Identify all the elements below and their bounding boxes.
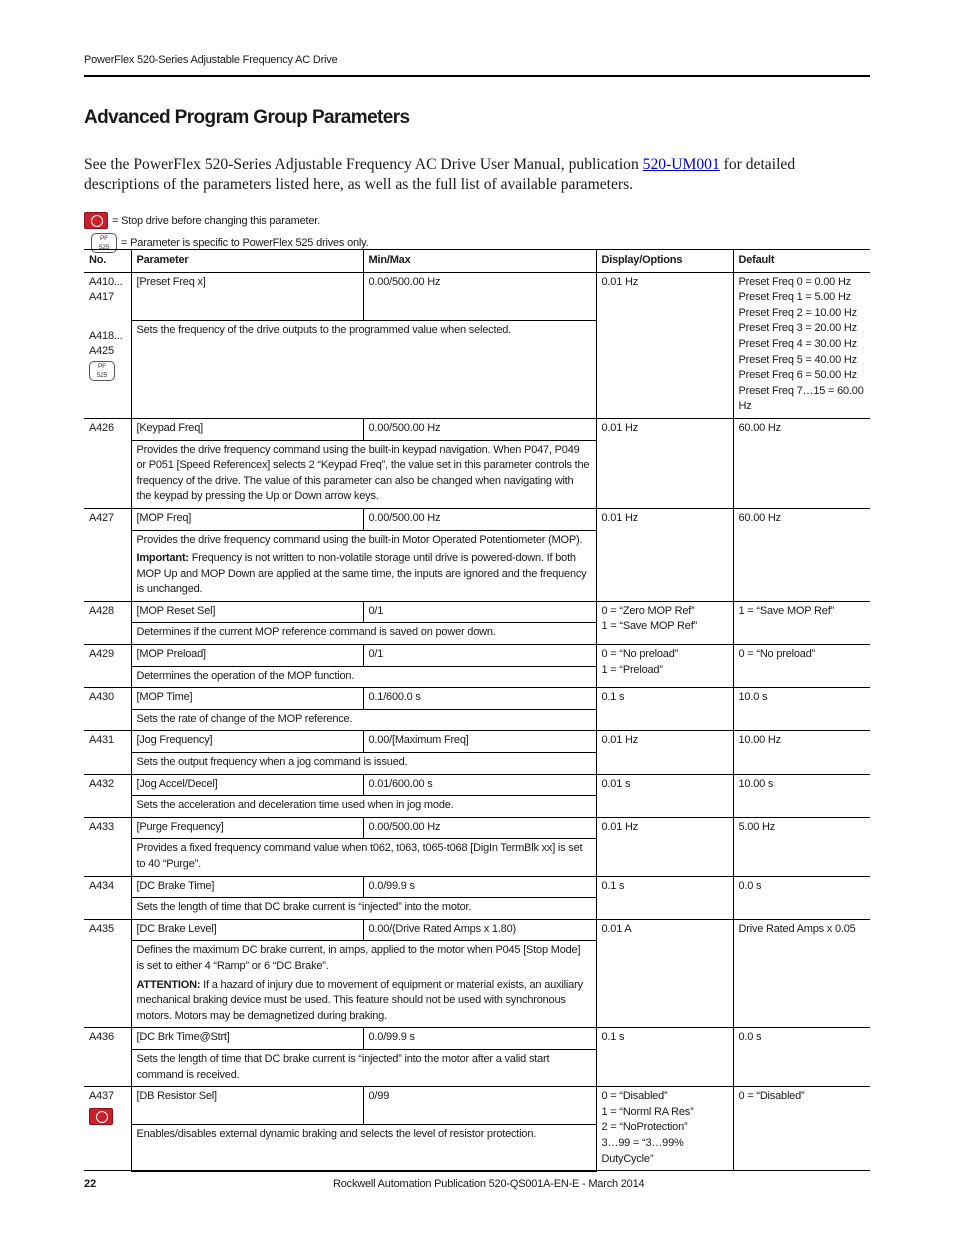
param-name: [DC Brake Level]	[131, 919, 363, 941]
param-name: [Jog Accel/Decel]	[131, 774, 363, 796]
param-name: [DB Resistor Sel]	[131, 1087, 363, 1124]
option-line: 0 = “No preload”	[601, 648, 679, 661]
spacer	[89, 306, 126, 329]
param-display: 0.01 Hz	[596, 817, 733, 876]
param-description	[131, 941, 596, 1028]
intro-text-after: for detailed descriptions of the parameters listed here, as well as the full list of available parameters.	[84, 156, 796, 193]
param-default: Drive Rated Amps x 0.05	[733, 919, 870, 1028]
param-default: 0.0 s	[733, 876, 870, 919]
param-number-line: A418...	[89, 329, 123, 342]
param-number	[84, 272, 131, 418]
default-line: Preset Freq 0 = 0.00 Hz	[738, 275, 851, 288]
param-number-line: A410...	[89, 275, 123, 288]
pf525-badge-icon: PF 525	[91, 233, 117, 253]
table-row	[84, 919, 870, 941]
param-display: 0.01 Hz	[596, 418, 733, 508]
header-parameter: Parameter	[131, 250, 363, 273]
param-number-line: A437	[89, 1090, 114, 1103]
stop-drive-icon	[89, 1108, 113, 1125]
param-number: A428	[84, 601, 131, 644]
param-name: [Keypad Freq]	[131, 418, 363, 440]
important-text: Frequency is not written to non-volatile storage until drive is powered-down. If both MOP Up and MOP Down are applied at the same time, the inputs are ignored and the frequency is unchanged.	[136, 552, 587, 596]
param-number: A431	[84, 731, 131, 774]
param-name: [Purge Frequency]	[131, 817, 363, 839]
param-description: Enables/disables external dynamic braking and selects the level of resistor protection.	[131, 1124, 596, 1171]
param-default: 10.0 s	[733, 688, 870, 731]
param-display: 0.1 s	[596, 688, 733, 731]
param-minmax: 0.00/500.00 Hz	[363, 418, 596, 440]
param-number: A433	[84, 817, 131, 876]
intro-paragraph	[84, 155, 854, 195]
default-line: Preset Freq 5 = 40.00 Hz	[738, 353, 857, 366]
option-line: 3…99 = “3…99% DutyCycle”	[601, 1136, 684, 1165]
default-line: Preset Freq 2 = 10.00 Hz	[738, 306, 857, 319]
param-display	[596, 601, 733, 644]
param-description: Provides a fixed frequency command value when t062, t063, t065-t068 [DigIn TermBlk xx] is set to 40 “Purge”.	[131, 839, 596, 876]
param-description: Sets the length of time that DC brake current is “injected” into the motor after a valid start command is received.	[131, 1049, 596, 1086]
param-minmax: 0.00/[Maximum Freq]	[363, 731, 596, 753]
attention-text: If a hazard of injury due to movement of equipment or material exists, an auxiliary mechanical braking device must be used. This feature should not be used with synchronous motors. Motors may be demagnetized during braking.	[136, 978, 583, 1022]
param-default: 5.00 Hz	[733, 817, 870, 876]
attention-label: ATTENTION:	[136, 978, 201, 991]
param-minmax: 0.0/99.9 s	[363, 876, 596, 898]
param-default: 0 = “No preload”	[733, 645, 870, 688]
attention-note	[137, 978, 591, 1025]
param-minmax: 0.00/(Drive Rated Amps x 1.80)	[363, 919, 596, 941]
param-display: 0.1 s	[596, 876, 733, 919]
param-number-line: A417	[89, 291, 114, 304]
header-minmax: Min/Max	[363, 250, 596, 273]
param-minmax: 0.01/600.00 s	[363, 774, 596, 796]
table-row	[84, 418, 870, 440]
param-name: [MOP Preload]	[131, 645, 363, 667]
param-display: 0.01 Hz	[596, 731, 733, 774]
param-display: 0.01 Hz	[596, 272, 733, 418]
param-number: A434	[84, 876, 131, 919]
default-line: Preset Freq 4 = 30.00 Hz	[738, 337, 857, 350]
param-description: Determines if the current MOP reference command is saved on power down.	[131, 623, 596, 645]
param-display	[596, 645, 733, 688]
param-number: A435	[84, 919, 131, 1028]
param-display: 0.01 Hz	[596, 508, 733, 601]
param-number: A429	[84, 645, 131, 688]
table-row	[84, 1028, 870, 1050]
header-rule	[84, 75, 870, 77]
param-minmax: 0.0/99.9 s	[363, 1028, 596, 1050]
table-row	[84, 731, 870, 753]
default-line: Preset Freq 7…15 = 60.00 Hz	[738, 384, 864, 413]
param-description: Sets the rate of change of the MOP reference.	[131, 709, 596, 731]
param-name: [MOP Time]	[131, 688, 363, 710]
option-line: 0 = “Disabled”	[601, 1090, 668, 1103]
table-row	[84, 817, 870, 839]
param-description: Sets the length of time that DC brake current is “injected” into the motor.	[131, 898, 596, 920]
param-minmax: 0/1	[363, 645, 596, 667]
param-display: 0.01 s	[596, 774, 733, 817]
param-default	[733, 272, 870, 418]
legend-stop	[84, 212, 320, 229]
param-number: A430	[84, 688, 131, 731]
option-line: 2 = “NoProtection”	[601, 1121, 688, 1134]
param-description: Sets the output frequency when a jog command is issued.	[131, 753, 596, 775]
page-title: Advanced Program Group Parameters	[84, 107, 410, 128]
table-row	[84, 876, 870, 898]
param-default: 60.00 Hz	[733, 508, 870, 601]
user-manual-link[interactable]: 520-UM001	[642, 156, 720, 173]
pf525-badge-icon: PF 525	[89, 361, 115, 381]
param-number: A436	[84, 1028, 131, 1087]
param-name: [MOP Reset Sel]	[131, 601, 363, 623]
param-default: 1 = “Save MOP Ref”	[733, 601, 870, 644]
param-minmax: 0.00/500.00 Hz	[363, 508, 596, 530]
description-text: Defines the maximum DC brake current, in amps, applied to the motor when P045 [Stop Mode] is set to either 4 “Ramp” or 6 “DC Brake”.	[136, 944, 581, 972]
important-note	[137, 551, 591, 598]
param-name: [Jog Frequency]	[131, 731, 363, 753]
header-display-options: Display/Options	[596, 250, 733, 273]
page-number: 22	[84, 1178, 97, 1190]
parameters-table	[84, 249, 870, 1172]
param-default: 10.00 Hz	[733, 731, 870, 774]
table-row	[84, 508, 870, 530]
header-no: No.	[84, 250, 131, 273]
param-display: 0.01 A	[596, 919, 733, 1028]
param-minmax: 0/99	[363, 1087, 596, 1124]
default-line: Preset Freq 6 = 50.00 Hz	[738, 369, 857, 382]
intro-text-before: See the PowerFlex 520-Series Adjustable Frequency AC Drive User Manual, publication	[84, 156, 643, 173]
param-display	[596, 1087, 733, 1171]
param-description: Sets the frequency of the drive outputs to the programmed value when selected.	[131, 320, 596, 418]
option-line: 1 = “Preload”	[601, 663, 663, 676]
publication-footer: Rockwell Automation Publication 520-QS001A-EN-E - March 2014	[333, 1178, 645, 1190]
table-header-row	[84, 250, 870, 273]
table-row	[84, 774, 870, 796]
header-default: Default	[733, 250, 870, 273]
param-default: 0.0 s	[733, 1028, 870, 1087]
legend-stop-text: = Stop drive before changing this parameter.	[112, 214, 320, 227]
param-number	[84, 1087, 131, 1171]
param-name: [DC Brake Time]	[131, 876, 363, 898]
param-number: A427	[84, 508, 131, 601]
param-description	[131, 530, 596, 601]
param-default: 10.00 s	[733, 774, 870, 817]
table-row	[84, 1087, 870, 1124]
param-description: Determines the operation of the MOP function.	[131, 666, 596, 688]
table-row	[84, 272, 870, 320]
param-default: 0 = “Disabled”	[733, 1087, 870, 1171]
param-number-line: A425	[89, 345, 114, 358]
table-row	[84, 601, 870, 623]
description-text: Provides the drive frequency command using the built-in Motor Operated Potentiometer (MOP).	[136, 533, 583, 546]
param-minmax: 0.1/600.0 s	[363, 688, 596, 710]
table-row	[84, 645, 870, 667]
param-description: Provides the drive frequency command using the built-in keypad navigation. When P047, P049 or P051 [Speed Referencex] selects 2 “Keypad Freq”, the value set in this parameter controls the frequency of the drive. The value of this parameter can also be changed when navigating with the keypad by pressing the Up or Down arrow keys.	[131, 440, 596, 508]
default-line: Preset Freq 1 = 5.00 Hz	[738, 291, 851, 304]
param-number: A426	[84, 418, 131, 508]
param-name: [DC Brk Time@Strt]	[131, 1028, 363, 1050]
param-description: Sets the acceleration and deceleration time used when in jog mode.	[131, 796, 596, 818]
param-minmax: 0.00/500.00 Hz	[363, 272, 596, 320]
important-label: Important:	[136, 552, 189, 565]
option-line: 1 = “Save MOP Ref”	[601, 620, 698, 633]
param-minmax: 0/1	[363, 601, 596, 623]
running-header: PowerFlex 520-Series Adjustable Frequency AC Drive	[84, 54, 338, 66]
stop-drive-icon	[84, 212, 108, 229]
default-line: Preset Freq 3 = 20.00 Hz	[738, 322, 857, 335]
param-name: [MOP Freq]	[131, 508, 363, 530]
option-line: 0 = “Zero MOP Ref”	[601, 604, 695, 617]
option-line: 1 = “Norml RA Res”	[601, 1105, 694, 1118]
table-row	[84, 688, 870, 710]
param-minmax: 0.00/500.00 Hz	[363, 817, 596, 839]
legend-pf525-text: = Parameter is specific to PowerFlex 525 drives only.	[121, 237, 369, 249]
param-display: 0.1 s	[596, 1028, 733, 1087]
param-default: 60.00 Hz	[733, 418, 870, 508]
param-name: [Preset Freq x]	[131, 272, 363, 320]
param-number: A432	[84, 774, 131, 817]
